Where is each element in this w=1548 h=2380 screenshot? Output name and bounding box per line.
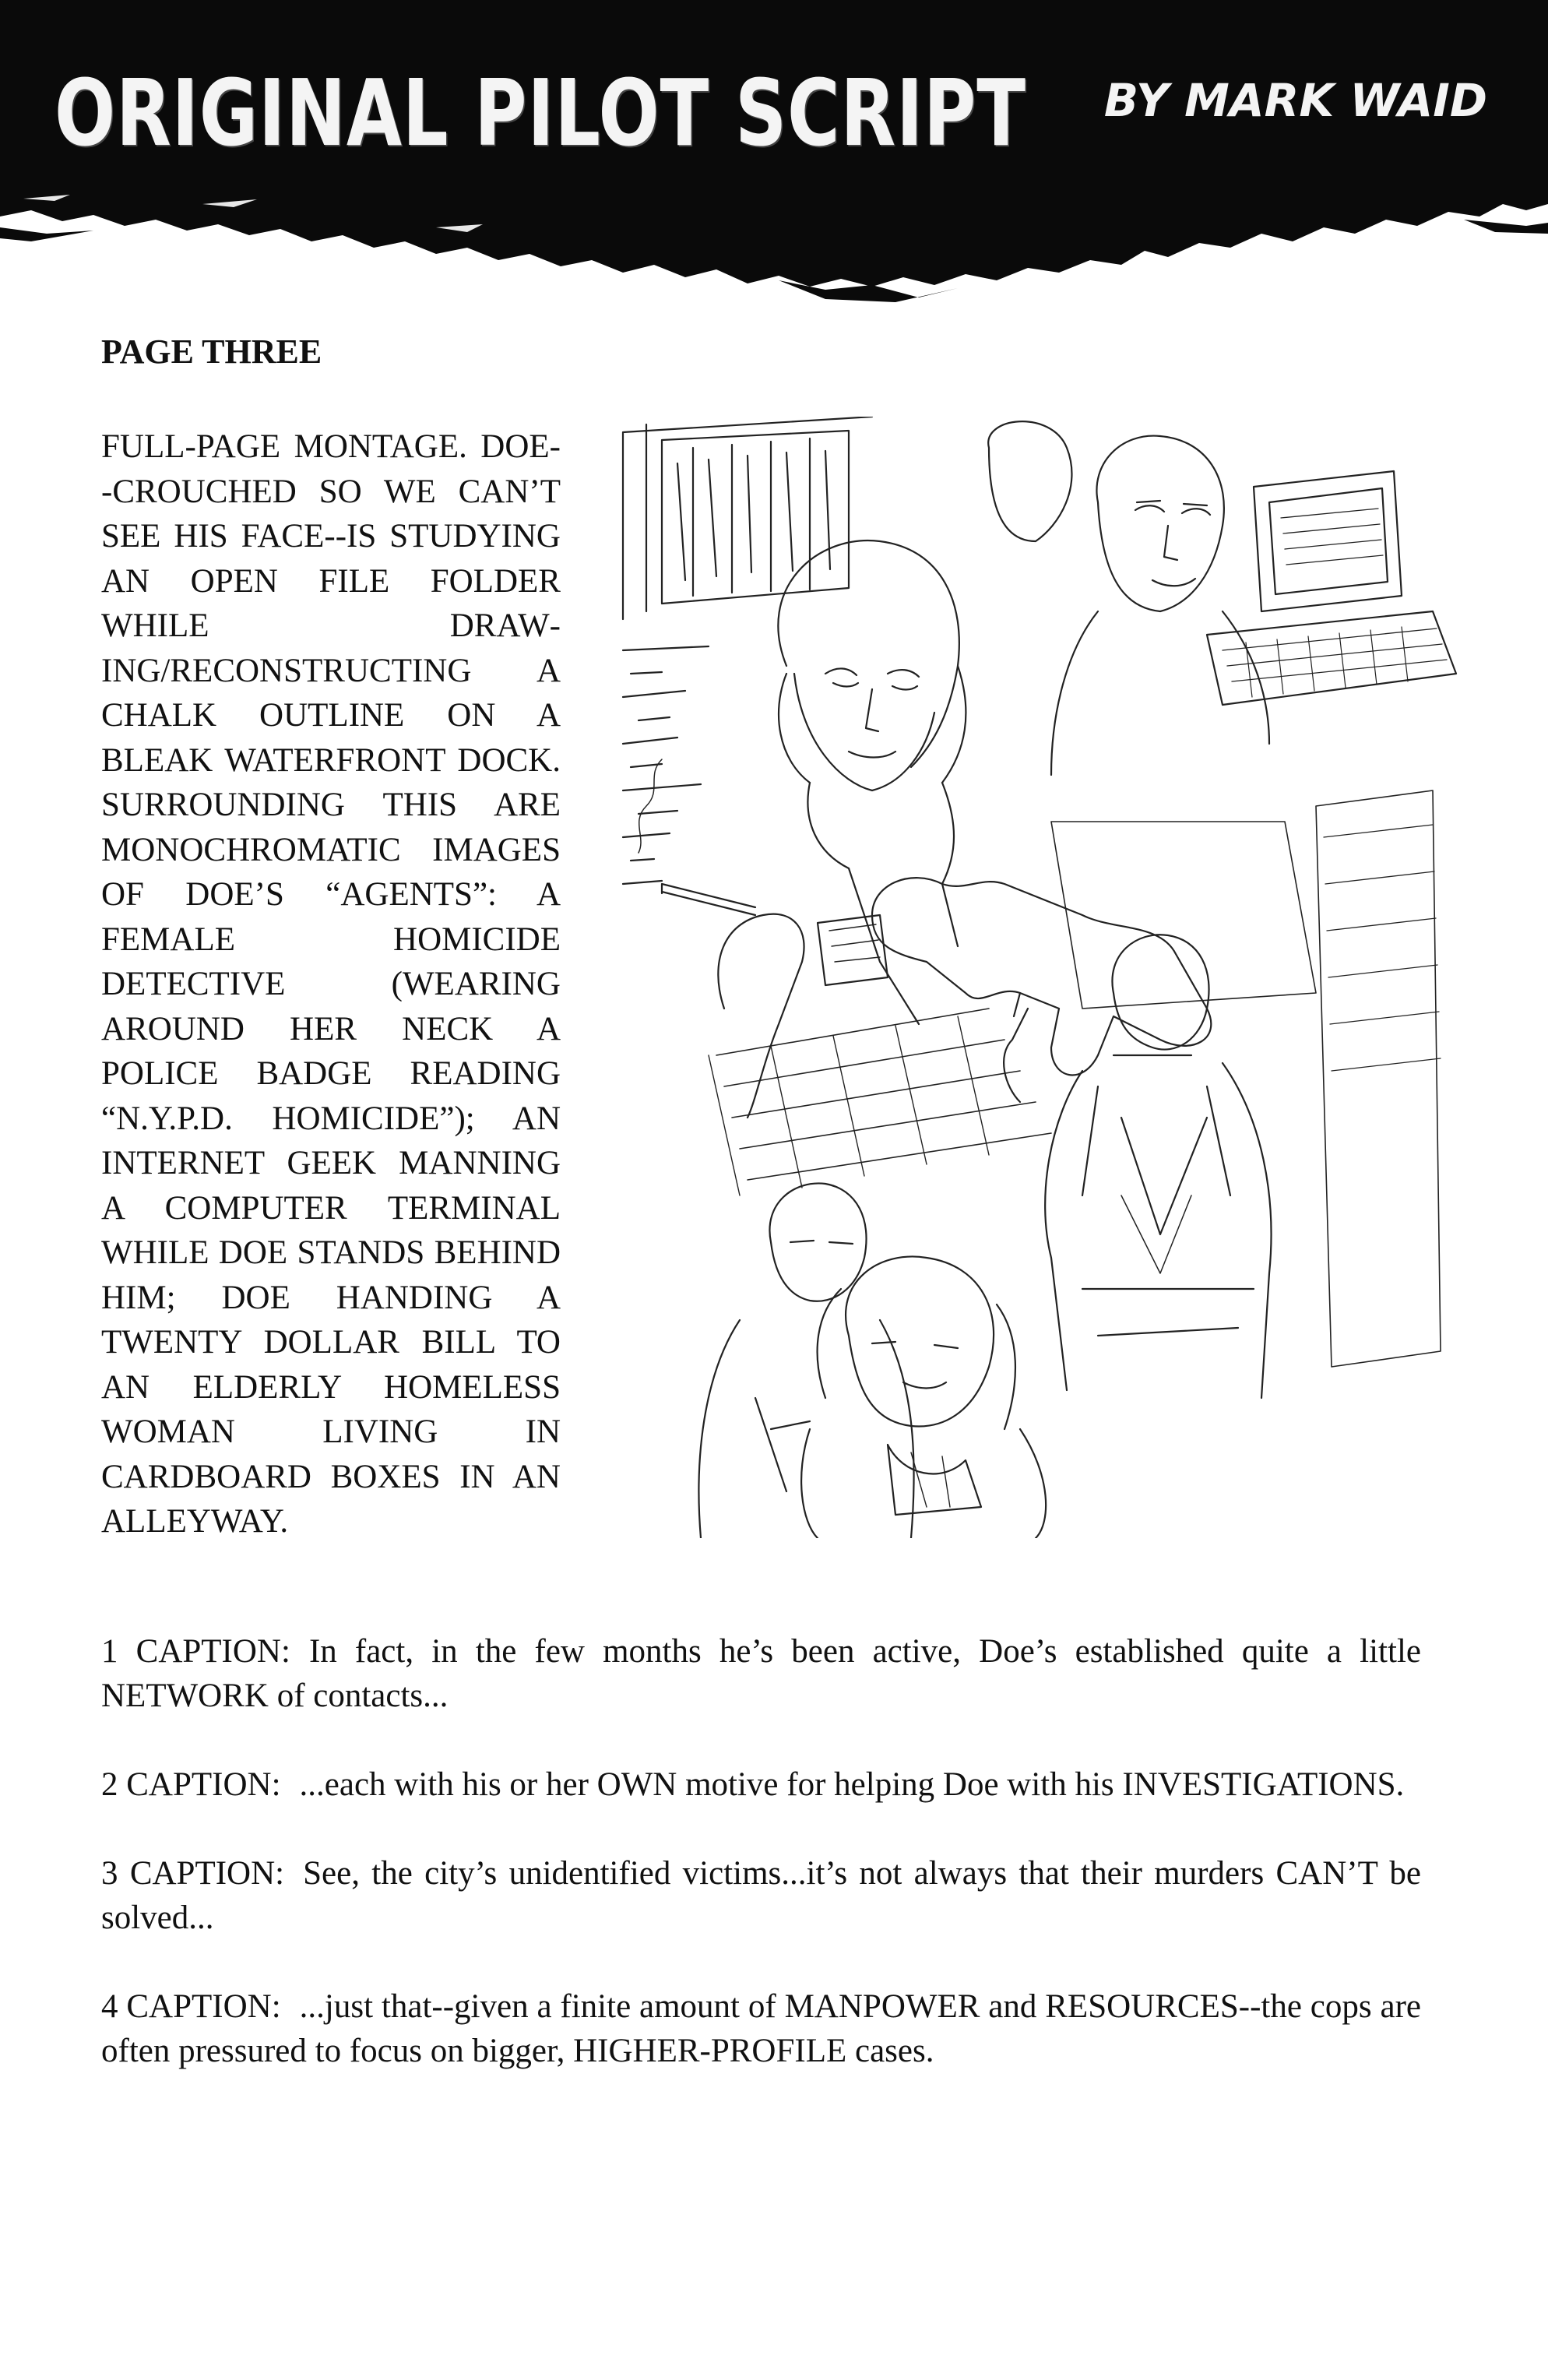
building-window-sketch <box>623 417 872 884</box>
banner-title: ORIGINAL PILOT SCRIPT <box>55 59 1026 167</box>
caption-item <box>101 1984 1421 2073</box>
computer-geek-sketch <box>988 421 1456 775</box>
caption-item <box>101 1629 1421 1718</box>
caption-label: 3 CAPTION: <box>101 1855 285 1892</box>
page-heading: PAGE THREE <box>101 333 322 371</box>
chalk-outline-dock-sketch <box>709 790 1441 1367</box>
caption-text: See, the city’s unidentified victims...it’s not always that their murders CAN’T be solved... <box>101 1855 1421 1936</box>
captions-list <box>101 1629 1421 2118</box>
doe-figure-sketch <box>1004 935 1271 1398</box>
homeless-woman-sketch <box>801 1256 1046 1538</box>
caption-label: 1 CAPTION: <box>101 1633 290 1670</box>
caption-text: ...just that--given a finite amount of MANPOWER and RESOURCES--the cops are often pressured to focus on bigger, HIGHER-PROFILE cases. <box>101 1988 1421 2069</box>
caption-item <box>101 1851 1421 1940</box>
header-banner <box>0 0 1548 304</box>
scene-description: FULL-PAGE MONTAGE. DOE--CROUCHED SO WE CAN’T SEE HIS FACE--IS STUDYING AN OPEN FILE FOLDER WHILE DRAWING/RECONSTRUCTING A CHALK OUTLINE ON A BLEAK WATERFRONT DOCK. SURROUNDING THIS ARE MONOCHROMATIC IMAGES OF DOE’S “AGENTS”: A FEMALE HOMICIDE DETECTIVE (WEARING AROUND HER NECK A POLICE BADGE READING “N.Y.P.D. HOMICIDE”); AN INTERNET GEEK MANNING A COMPUTER TERMINAL WHILE DOE STANDS BEHIND HIM; DOE HANDING A TWENTY DOLLAR BILL TO AN ELDERLY HOMELESS WOMAN LIVING IN CARDBOARD BOXES IN AN ALLEYWAY. <box>101 428 561 1540</box>
caption-text: In fact, in the few months he’s been active, Doe’s established quite a little NETWORK of contacts... <box>101 1633 1421 1714</box>
caption-label: 2 CAPTION: <box>101 1766 281 1803</box>
bystander-man-sketch <box>698 1183 913 1538</box>
montage-sketch-illustration <box>615 417 1472 1538</box>
caption-label: 4 CAPTION: <box>101 1988 281 2025</box>
author-byline: BY MARK WAID <box>1103 74 1487 127</box>
caption-text: ...each with his or her OWN motive for helping Doe with his INVESTIGATIONS. <box>299 1766 1405 1803</box>
female-detective-sketch <box>639 540 966 1118</box>
caption-item <box>101 1762 1421 1807</box>
